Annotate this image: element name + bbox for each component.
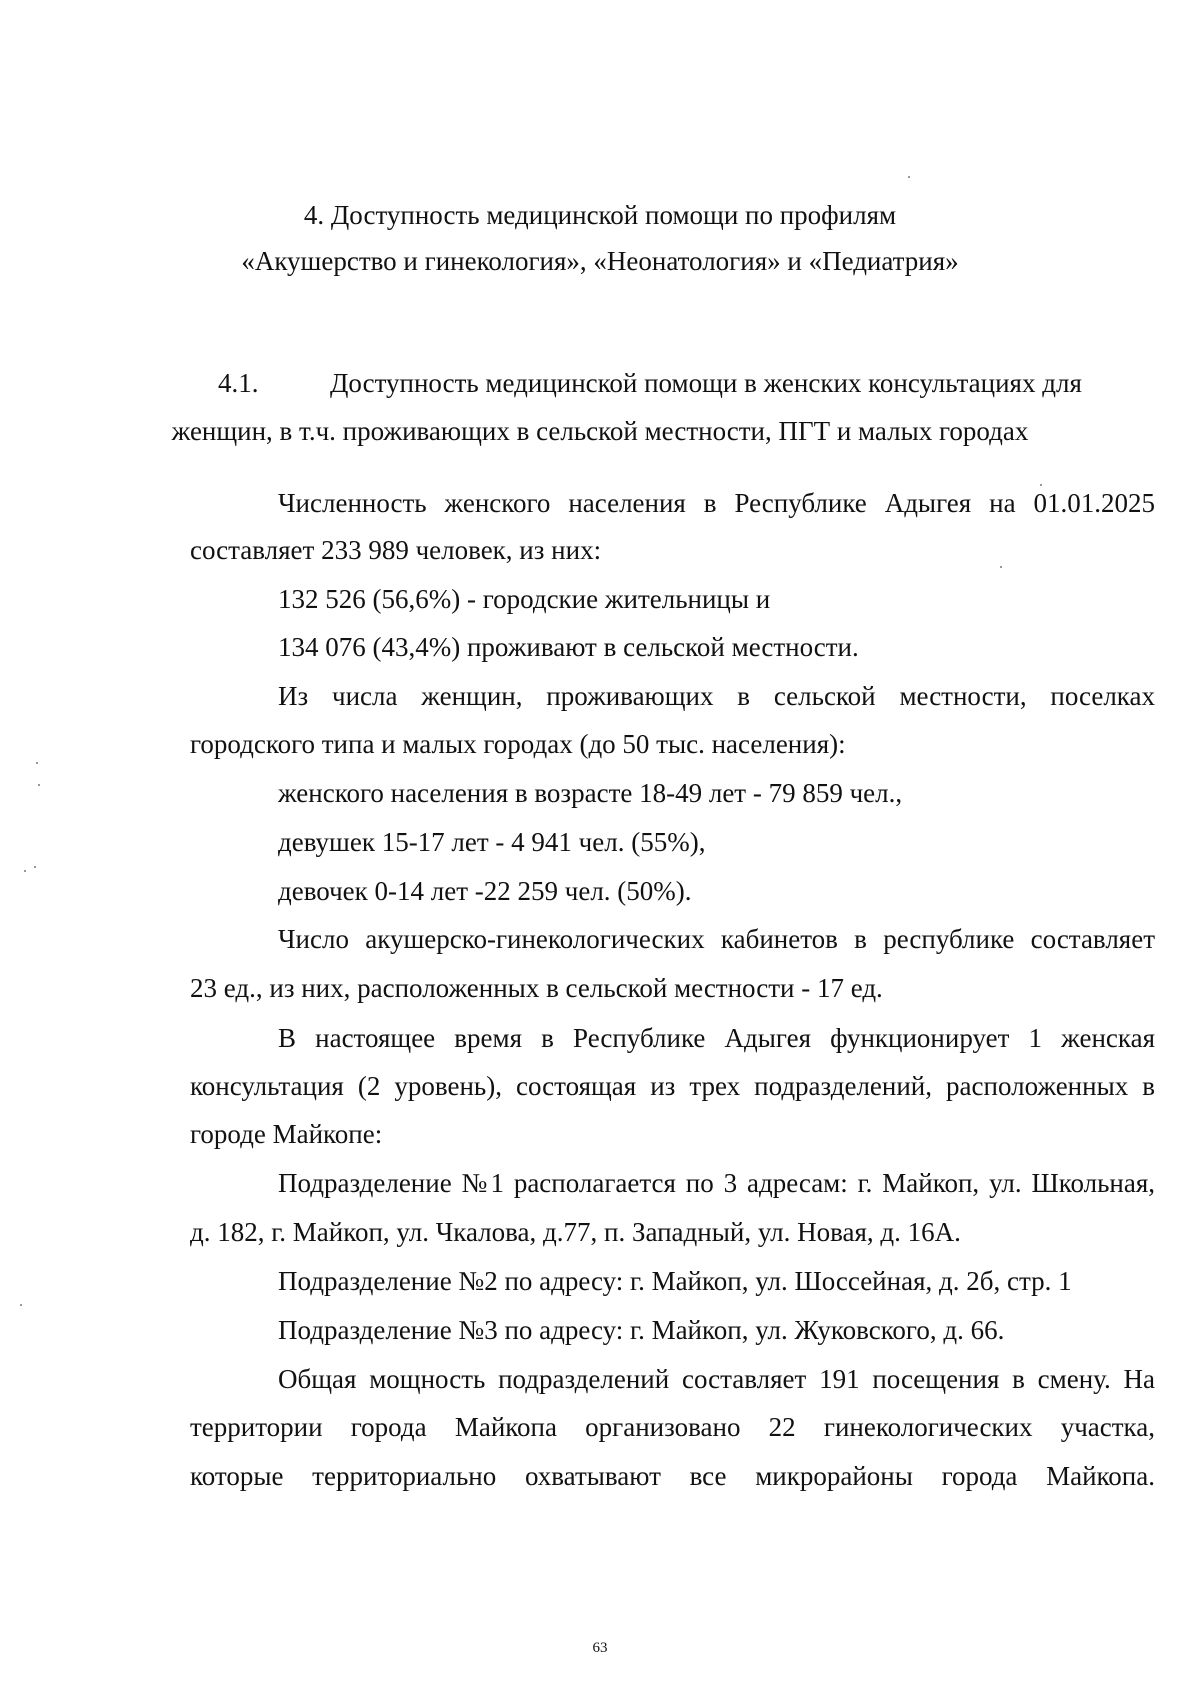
- section-title-line-1: Доступность медицинской помощи в женских консультациях для: [330, 368, 1082, 398]
- paragraph-10-line-2: д. 182, г. Майкоп, ул. Чкалова, д.77, п. Западный, ул. Новая, д. 16А.: [190, 1217, 961, 1247]
- paragraph-1-line-2: составляет 233 989 человек, из них:: [190, 535, 602, 565]
- paragraph-5: женского населения в возрасте 18-49 лет - 79 859 чел.,: [278, 778, 903, 808]
- paragraph-10-line-1: Подразделение №1 располагается по 3 адресам: г. Майкоп, ул. Школьная,: [278, 1168, 1155, 1198]
- page-number: 63: [592, 1640, 608, 1656]
- heading-line-2: «Акушерство и гинекология», «Неонатология» и «Педиатрия»: [241, 246, 959, 276]
- scan-speck: [1040, 484, 1042, 486]
- paragraph-9-line-2: консультация (2 уровень), состоящая из трех подразделений, расположенных в: [190, 1071, 1155, 1101]
- paragraph-4-line-1: Из числа женщин, проживающих в сельской местности, поселках: [278, 681, 1155, 711]
- paragraph-1-line-1: Численность женского населения в Республике Адыгея на 01.01.2025: [278, 488, 1155, 518]
- paragraph-13-line-1: Общая мощность подразделений составляет 191 посещения в смену. На: [278, 1364, 1155, 1394]
- paragraph-6: девушек 15-17 лет - 4 941 чел. (55%),: [278, 827, 706, 857]
- paragraph-2: 132 526 (56,6%) - городские жительницы и: [278, 584, 771, 614]
- paragraph-9-line-3: городе Майкопе:: [190, 1119, 383, 1149]
- paragraph-13-line-3: которые территориально охватывают все микрорайоны города Майкопа.: [190, 1461, 1155, 1491]
- scan-speck: [38, 784, 40, 786]
- paragraph-7: девочек 0-14 лет -22 259 чел. (50%).: [278, 876, 692, 906]
- paragraph-13-line-2: территории города Майкопа организовано 22 гинекологических участка,: [190, 1412, 1155, 1442]
- paragraph-8-line-2: 23 ед., из них, расположенных в сельской местности - 17 ед.: [190, 973, 883, 1003]
- paragraph-8-line-1: Число акушерско-гинекологических кабинетов в республике составляет: [278, 924, 1155, 954]
- heading-line-1: 4. Доступность медицинской помощи по профилям: [303, 200, 897, 230]
- section-title-line-2: женщин, в т.ч. проживающих в сельской местности, ПГТ и малых городах: [171, 416, 1029, 446]
- paragraph-4-line-2: городского типа и малых городах (до 50 тыс. населения):: [190, 729, 846, 759]
- paragraph-11: Подразделение №2 по адресу: г. Майкоп, ул. Шоссейная, д. 2б, стр. 1: [278, 1266, 1072, 1296]
- scan-speck: [1000, 566, 1002, 568]
- scan-speck: [20, 1304, 22, 1306]
- scan-speck: [36, 762, 38, 764]
- section-number: 4.1.: [218, 368, 259, 398]
- paragraph-3: 134 076 (43,4%) проживают в сельской местности.: [278, 632, 859, 662]
- scan-speck: [24, 870, 26, 872]
- paragraph-9-line-1: В настоящее время в Республике Адыгея функционирует 1 женская: [278, 1023, 1155, 1053]
- scan-speck: [908, 176, 910, 178]
- paragraph-12: Подразделение №3 по адресу: г. Майкоп, ул. Жуковского, д. 66.: [278, 1315, 1005, 1345]
- scan-speck: [34, 866, 36, 868]
